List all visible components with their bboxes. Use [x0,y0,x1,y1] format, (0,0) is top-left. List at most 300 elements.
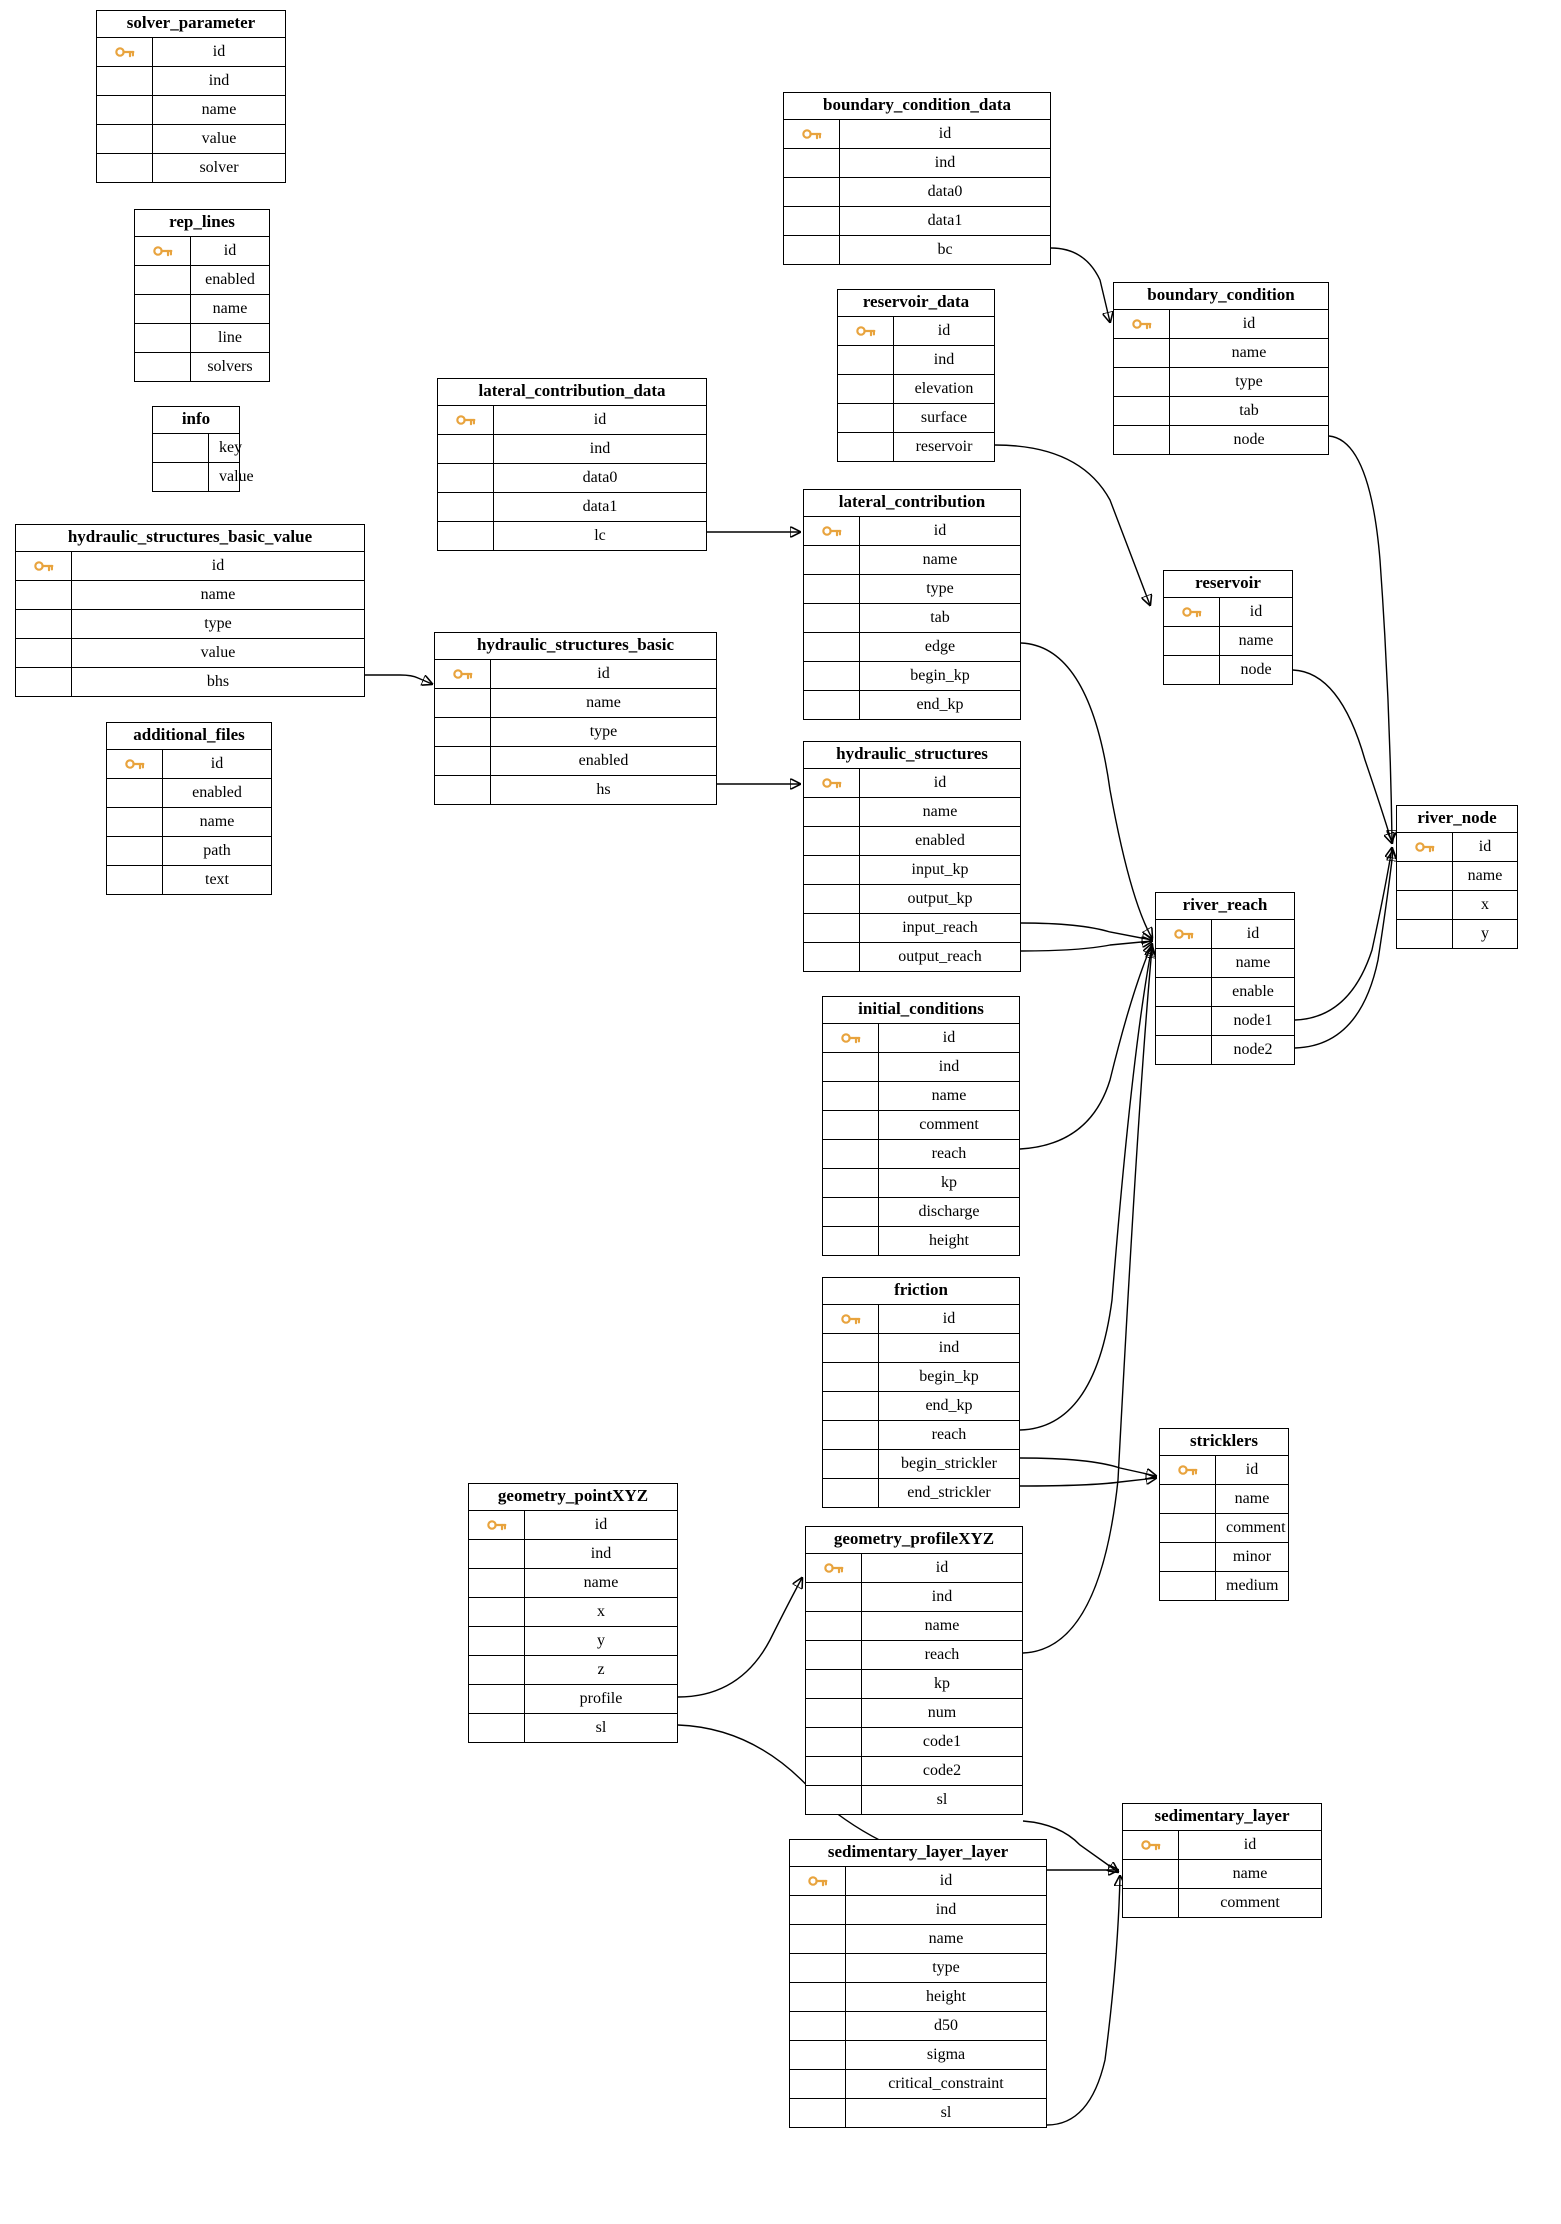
field-name: medium [1226,1576,1279,1594]
field-name: name [1235,953,1271,971]
field-row [135,353,269,381]
field-name: id [210,754,224,772]
field-row [438,435,706,464]
key-cell-empty [107,808,163,836]
field-name: name [201,100,237,118]
field-name: value [219,467,254,485]
primary-key-cell [135,237,191,265]
field-name: name [212,299,248,317]
field-row [438,522,706,550]
field-name: x [1481,895,1489,913]
key-cell-empty [438,493,494,521]
key-icon [1132,317,1152,331]
field-name: ind [589,439,611,457]
field-name: output_reach [898,947,982,965]
key-cell-empty [823,1227,879,1255]
field-name: id [1243,1835,1257,1853]
field-row [1160,1572,1288,1600]
key-icon [453,667,473,681]
field-row [135,324,269,353]
key-cell-empty [1123,1889,1179,1917]
field-row [823,1227,1019,1255]
entity-table-reservoir[interactable] [1163,570,1293,685]
key-cell-empty [97,67,153,95]
edge-geometry_pointXYZ-profile-to-geometry_profileXYZ-id [678,1578,802,1697]
field-row [16,639,364,668]
entity-table-stricklers[interactable] [1159,1428,1289,1601]
field-row [790,2012,1046,2041]
field-name: z [597,1660,605,1678]
field-row [790,1896,1046,1925]
field-name: node [1240,660,1272,678]
primary-key-cell [1160,1456,1216,1484]
field-name: bc [937,240,953,258]
field-row [107,779,271,808]
field-row [469,1569,677,1598]
field-row [838,346,994,375]
field-row [16,581,364,610]
key-cell-empty [806,1728,862,1756]
entity-table-rep_lines[interactable] [134,209,270,382]
field-name: id [1246,924,1260,942]
entity-table-sedimentary_layer_layer[interactable] [789,1839,1047,2128]
key-cell-empty [823,1111,879,1139]
entity-table-lateral_contribution_data[interactable] [437,378,707,551]
field-name: input_kp [911,860,969,878]
field-row [469,1685,677,1714]
field-name: enabled [192,783,242,801]
field-name: critical_constraint [888,2074,1004,2092]
key-icon [1415,840,1435,854]
primary-key-cell [1114,310,1170,338]
field-row [806,1641,1022,1670]
primary-key-cell [435,660,491,688]
field-name: value [200,643,236,661]
entity-table-title: info [153,407,239,434]
field-row [1164,627,1292,656]
field-name: hs [596,780,611,798]
key-cell-empty [804,798,860,826]
key-icon [856,324,876,338]
field-row [823,1305,1019,1334]
edge-friction-reach-to-river_reach-id [1020,946,1152,1430]
key-cell-empty [435,747,491,775]
field-row [823,1140,1019,1169]
field-row [790,1925,1046,1954]
field-row [1123,1831,1321,1860]
entity-table-solver_parameter[interactable] [96,10,286,183]
key-icon [1178,1463,1198,1477]
field-row [823,1169,1019,1198]
field-row [823,1082,1019,1111]
primary-key-cell [1164,598,1220,626]
field-row [469,1540,677,1569]
key-cell-empty [1114,339,1170,367]
field-row [790,2099,1046,2127]
entity-table-river_node[interactable] [1396,805,1518,949]
field-row [469,1656,677,1685]
field-row [1160,1456,1288,1485]
field-name: id [593,410,607,428]
primary-key-cell [1156,920,1212,948]
primary-key-cell [838,317,894,345]
key-cell-empty [806,1699,862,1727]
entity-table-title: lateral_contribution_data [438,379,706,406]
entity-table-title: hydraulic_structures [804,742,1020,769]
field-name: data0 [582,468,618,486]
edge-friction-begin_strickler-to-stricklers-id [1020,1458,1156,1476]
key-cell-empty [806,1641,862,1669]
field-name: ind [208,71,230,89]
field-row [1123,1889,1321,1917]
field-name: x [597,1602,605,1620]
field-row [1397,862,1517,891]
key-cell-empty [804,691,860,719]
key-cell-empty [1397,862,1453,890]
field-name: begin_kp [919,1367,979,1385]
key-cell-empty [804,633,860,661]
key-cell-empty [1156,978,1212,1006]
field-row [823,1053,1019,1082]
field-name: y [597,1631,605,1649]
entity-table-lateral_contribution[interactable] [803,489,1021,720]
edge-river_reach-node1-to-river_node-id [1295,848,1392,1020]
field-row [1114,368,1328,397]
field-name: data1 [927,211,963,229]
edge-reservoir-node-to-river_node-id [1293,670,1392,843]
entity-table-title: river_reach [1156,893,1294,920]
key-cell-empty [97,154,153,182]
primary-key-cell [1397,833,1453,861]
key-cell-empty [16,610,72,638]
field-row [97,154,285,182]
field-row [16,668,364,696]
entity-table-river_reach[interactable] [1155,892,1295,1065]
field-row [806,1699,1022,1728]
key-cell-empty [469,1569,525,1597]
field-row [804,798,1020,827]
edge-hydraulic_structures-input_reach-to-river_reach-id [1021,923,1152,940]
field-name: end_kp [916,695,964,713]
key-icon [802,127,822,141]
field-row [804,856,1020,885]
key-icon [808,1874,828,1888]
key-cell-empty [784,236,840,264]
key-icon [1174,927,1194,941]
key-icon [1141,1838,1161,1852]
entity-table-sedimentary_layer[interactable] [1122,1803,1322,1918]
key-cell-empty [790,1954,846,1982]
entity-table-title: lateral_contribution [804,490,1020,517]
field-row [823,1392,1019,1421]
key-icon [841,1312,861,1326]
entity-table-friction[interactable] [822,1277,1020,1508]
field-name: enabled [915,831,965,849]
field-row [1160,1485,1288,1514]
key-cell-empty [435,776,491,804]
field-row [823,1421,1019,1450]
key-cell-empty [1160,1514,1216,1542]
field-name: name [922,550,958,568]
key-cell-empty [1397,891,1453,919]
primary-key-cell [790,1867,846,1895]
field-name: type [926,579,954,597]
primary-key-cell [469,1511,525,1539]
field-row [804,604,1020,633]
field-row [16,610,364,639]
key-icon [822,776,842,790]
field-name: comment [919,1115,979,1133]
field-name: ind [938,1057,960,1075]
field-row [469,1627,677,1656]
key-cell-empty [1156,1036,1212,1064]
field-name: comment [1226,1518,1286,1536]
field-name: profile [579,1689,623,1707]
field-name: node [1233,430,1265,448]
edge-hydraulic_structures_basic_value-bhs-to-hydraulic_structures_basic-id [365,675,432,684]
entity-table-title: boundary_condition [1114,283,1328,310]
key-cell-empty [16,581,72,609]
field-row [435,747,716,776]
key-cell-empty [823,1450,879,1478]
entity-table-info[interactable] [152,406,254,492]
field-row [1156,1036,1294,1064]
field-name: y [1481,924,1489,942]
field-row [153,463,254,491]
field-name: ind [938,1338,960,1356]
field-row [135,266,269,295]
key-cell-empty [784,178,840,206]
field-name: begin_strickler [901,1454,997,1472]
key-cell-empty [790,1983,846,2011]
field-row [1114,397,1328,426]
key-cell-empty [1114,426,1170,454]
field-row [1397,891,1517,920]
field-name: reach [924,1645,960,1663]
primary-key-cell [16,552,72,580]
entity-table-additional_files[interactable] [106,722,272,895]
entity-table-reservoir_data[interactable] [837,289,995,462]
entity-table-boundary_condition_data[interactable] [783,92,1051,265]
key-icon [115,45,135,59]
field-row [438,493,706,522]
entity-table-hydraulic_structures_basic[interactable] [434,632,717,805]
key-cell-empty [804,943,860,971]
field-name: name [931,1086,967,1104]
field-row [1160,1543,1288,1572]
field-name: id [935,1558,949,1576]
primary-key-cell [784,120,840,148]
field-row [1156,978,1294,1007]
field-row [823,1198,1019,1227]
field-name: id [1242,314,1256,332]
field-row [1156,1007,1294,1036]
entity-table-boundary_condition[interactable] [1113,282,1329,455]
field-name: id [212,42,226,60]
key-icon [824,1561,844,1575]
entity-table-title: hydraulic_structures_basic_value [16,525,364,552]
entity-table-geometry_profileXYZ[interactable] [805,1526,1023,1815]
field-row [823,1479,1019,1507]
field-row [790,1983,1046,2012]
field-row [838,433,994,461]
entity-table-title: boundary_condition_data [784,93,1050,120]
key-icon [822,524,842,538]
key-cell-empty [806,1670,862,1698]
field-name: ind [931,1587,953,1605]
primary-key-cell [823,1305,879,1333]
field-name: id [933,773,947,791]
field-row [97,38,285,67]
field-row [435,689,716,718]
field-row [1160,1514,1288,1543]
field-name: type [589,722,618,740]
field-row [469,1714,677,1742]
key-cell-empty [790,2070,846,2098]
field-row [107,837,271,866]
field-row [804,914,1020,943]
field-name: code2 [922,1761,962,1779]
field-name: input_reach [902,918,978,936]
primary-key-cell [804,517,860,545]
field-row [838,375,994,404]
key-cell-empty [784,149,840,177]
entity-table-title: initial_conditions [823,997,1019,1024]
field-name: line [218,328,242,346]
field-row [823,1024,1019,1053]
field-row [804,633,1020,662]
key-cell-empty [135,324,191,352]
key-cell-empty [16,668,72,696]
field-row [804,943,1020,971]
field-row [1164,656,1292,684]
key-cell-empty [1164,627,1220,655]
field-row [804,546,1020,575]
key-cell-empty [823,1392,879,1420]
key-cell-empty [469,1685,525,1713]
field-name: data1 [582,497,618,515]
edge-lateral_contribution-edge-to-river_reach-id [1021,643,1152,938]
field-row [823,1363,1019,1392]
field-name: name [922,802,958,820]
field-name: d50 [934,2016,958,2034]
field-row [1114,339,1328,368]
key-icon [841,1031,861,1045]
field-name: solvers [207,357,253,375]
field-row [838,317,994,346]
entity-table-title: geometry_pointXYZ [469,1484,677,1511]
field-name: id [939,1871,953,1889]
field-row [784,149,1050,178]
field-row [1114,310,1328,339]
field-row [784,178,1050,207]
field-row [784,120,1050,149]
field-name: kp [934,1674,950,1692]
key-cell-empty [1114,397,1170,425]
field-row [438,464,706,493]
field-name: value [201,129,237,147]
primary-key-cell [1123,1831,1179,1859]
entity-table-hydraulic_structures[interactable] [803,741,1021,972]
entity-table-title: stricklers [1160,1429,1288,1456]
key-cell-empty [1156,949,1212,977]
key-cell-empty [823,1082,879,1110]
field-name: ind [934,153,956,171]
field-name: enabled [205,270,255,288]
field-row [1114,426,1328,454]
field-name: lc [594,526,606,544]
field-name: id [1245,1460,1259,1478]
key-cell-empty [804,662,860,690]
key-cell-empty [435,718,491,746]
field-name: type [204,614,232,632]
field-row [1156,949,1294,978]
field-name: id [594,1515,608,1533]
field-row [107,866,271,894]
field-row [784,207,1050,236]
key-cell-empty [823,1140,879,1168]
key-cell-empty [806,1757,862,1785]
primary-key-cell [806,1554,862,1582]
field-name: name [1232,1864,1268,1882]
field-row [804,575,1020,604]
field-name: height [929,1231,969,1249]
field-row [804,827,1020,856]
entity-table-hydraulic_structures_basic_value[interactable] [15,524,365,697]
key-cell-empty [1397,920,1453,948]
edge-friction-end_strickler-to-stricklers-id [1020,1478,1156,1486]
field-name: output_kp [907,889,973,907]
key-icon [456,413,476,427]
key-cell-empty [1156,1007,1212,1035]
field-name: id [211,556,225,574]
field-name: solver [199,158,239,176]
key-cell-empty [469,1627,525,1655]
field-row [97,125,285,154]
edge-initial_conditions-reach-to-river_reach-id [1020,944,1152,1149]
field-name: enabled [578,751,629,769]
key-cell-empty [790,1896,846,1924]
field-row [806,1757,1022,1786]
field-name: node2 [1233,1040,1273,1058]
field-row [435,776,716,804]
field-row [804,517,1020,546]
key-cell-empty [823,1421,879,1449]
primary-key-cell [804,769,860,797]
field-row [804,769,1020,798]
key-cell-empty [804,914,860,942]
key-cell-empty [1160,1572,1216,1600]
field-row [1397,920,1517,948]
key-cell-empty [838,404,894,432]
field-name: name [928,1929,964,1947]
key-cell-empty [1114,368,1170,396]
field-name: elevation [914,379,974,397]
edge-boundary_condition-node-to-river_node-id [1329,436,1392,840]
field-name: tab [930,608,950,626]
primary-key-cell [107,750,163,778]
field-name: reservoir [915,437,973,455]
key-cell-empty [107,866,163,894]
field-row [790,1954,1046,1983]
field-name: ind [933,350,955,368]
entity-table-initial_conditions[interactable] [822,996,1020,1256]
entity-table-geometry_pointXYZ[interactable] [468,1483,678,1743]
field-row [1397,833,1517,862]
field-row [806,1612,1022,1641]
entity-table-title: reservoir [1164,571,1292,598]
field-name: begin_kp [910,666,970,684]
